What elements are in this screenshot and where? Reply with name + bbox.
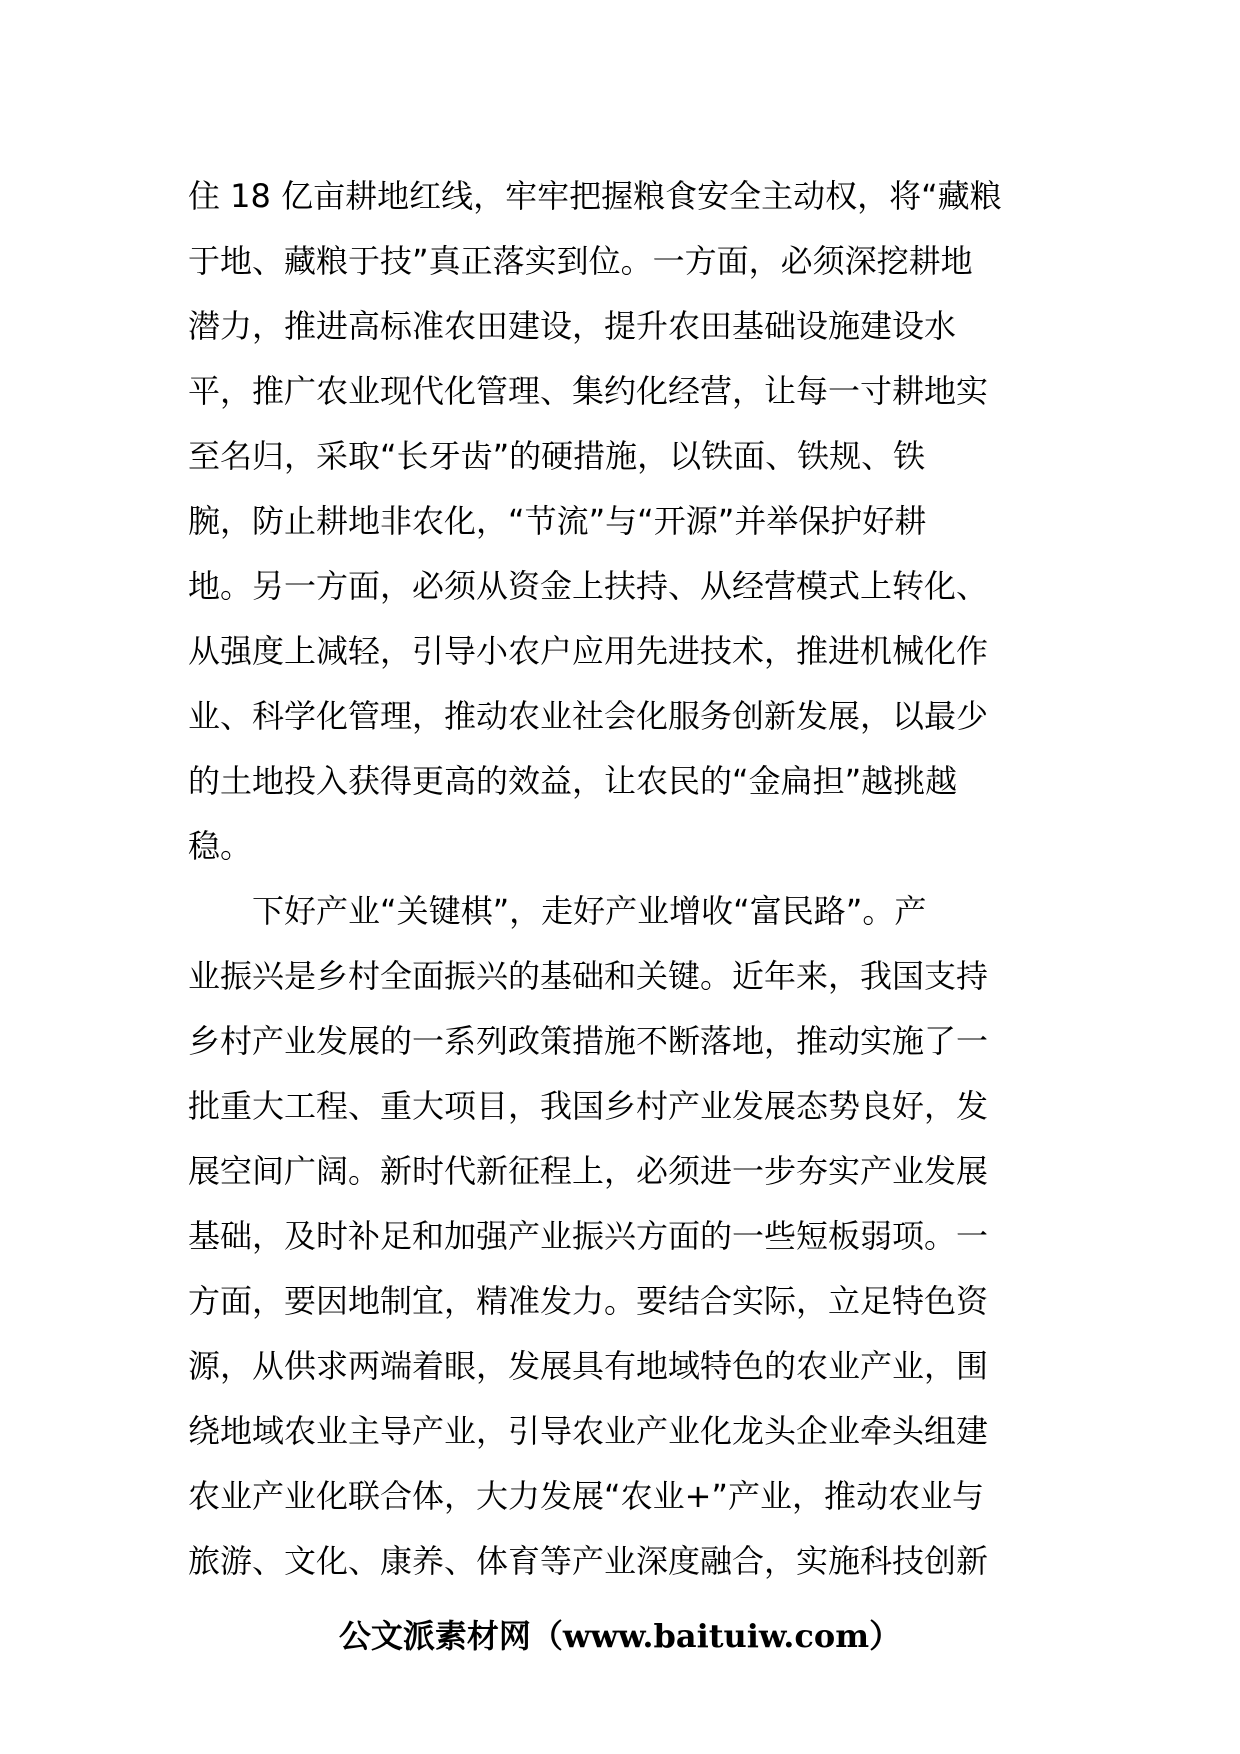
text-line: 于地、藏粮于技”真正落实到位。一方面，必须深挖耕地 — [188, 242, 973, 280]
text-line: 方面，要因地制宜，精准发力。要结合实际，立足特色资 — [188, 1282, 989, 1320]
text-line: 从强度上减轻，引导小农户应用先进技术，推进机械化作 — [188, 632, 989, 670]
text-line: 至名归，采取“长牙齿”的硬措施，以铁面、铁规、铁 — [188, 437, 926, 475]
text-line: 基础，及时补足和加强产业振兴方面的一些短板弱项。一 — [188, 1217, 989, 1255]
text-line: 批重大工程、重大项目，我国乡村产业发展态势良好，发 — [188, 1087, 989, 1125]
text-line: 农业产业化联合体，大力发展“农业+”产业，推动农业与 — [188, 1477, 984, 1515]
text-line: 稳。 — [188, 827, 253, 865]
text-line: 绕地域农业主导产业，引导农业产业化龙头企业牵头组建 — [188, 1412, 989, 1450]
text-line: 地。另一方面，必须从资金上扶持、从经营模式上转化、 — [188, 567, 989, 605]
text-line: 潜力，推进高标准农田建设，提升农田基础设施建设水 — [188, 307, 957, 345]
text-line: 业、科学化管理，推动农业社会化服务创新发展，以最少 — [188, 697, 989, 735]
paragraph-start-line: 下好产业“关键棋”，走好产业增收“富民路”。产 — [252, 892, 927, 930]
text-line: 展空间广阔。新时代新征程上，必须进一步夯实产业发展 — [188, 1152, 989, 1190]
text-line: 源，从供求两端着眼，发展具有地域特色的农业产业，围 — [188, 1347, 989, 1385]
text-line: 乡村产业发展的一系列政策措施不断落地，推动实施了一 — [188, 1022, 989, 1060]
text-line: 平，推广农业现代化管理、集约化经营，让每一寸耕地实 — [188, 372, 989, 410]
text-line: 住 18 亿亩耕地红线，牢牢把握粮食安全主动权，将“藏粮 — [188, 177, 1002, 215]
text-line: 旅游、文化、康养、体育等产业深度融合，实施科技创新 — [188, 1542, 989, 1580]
text-line: 的土地投入获得更高的效益，让农民的“金扁担”越挑越 — [188, 762, 958, 800]
page-footer: 公文派素材网（www.baituiw.com） — [338, 1617, 902, 1655]
text-line: 业振兴是乡村全面振兴的基础和关键。近年来，我国支持 — [188, 957, 989, 995]
body-text — [188, 164, 1068, 1594]
text-line: 腕，防止耕地非农化，“节流”与“开源”并举保护好耕 — [188, 502, 927, 540]
